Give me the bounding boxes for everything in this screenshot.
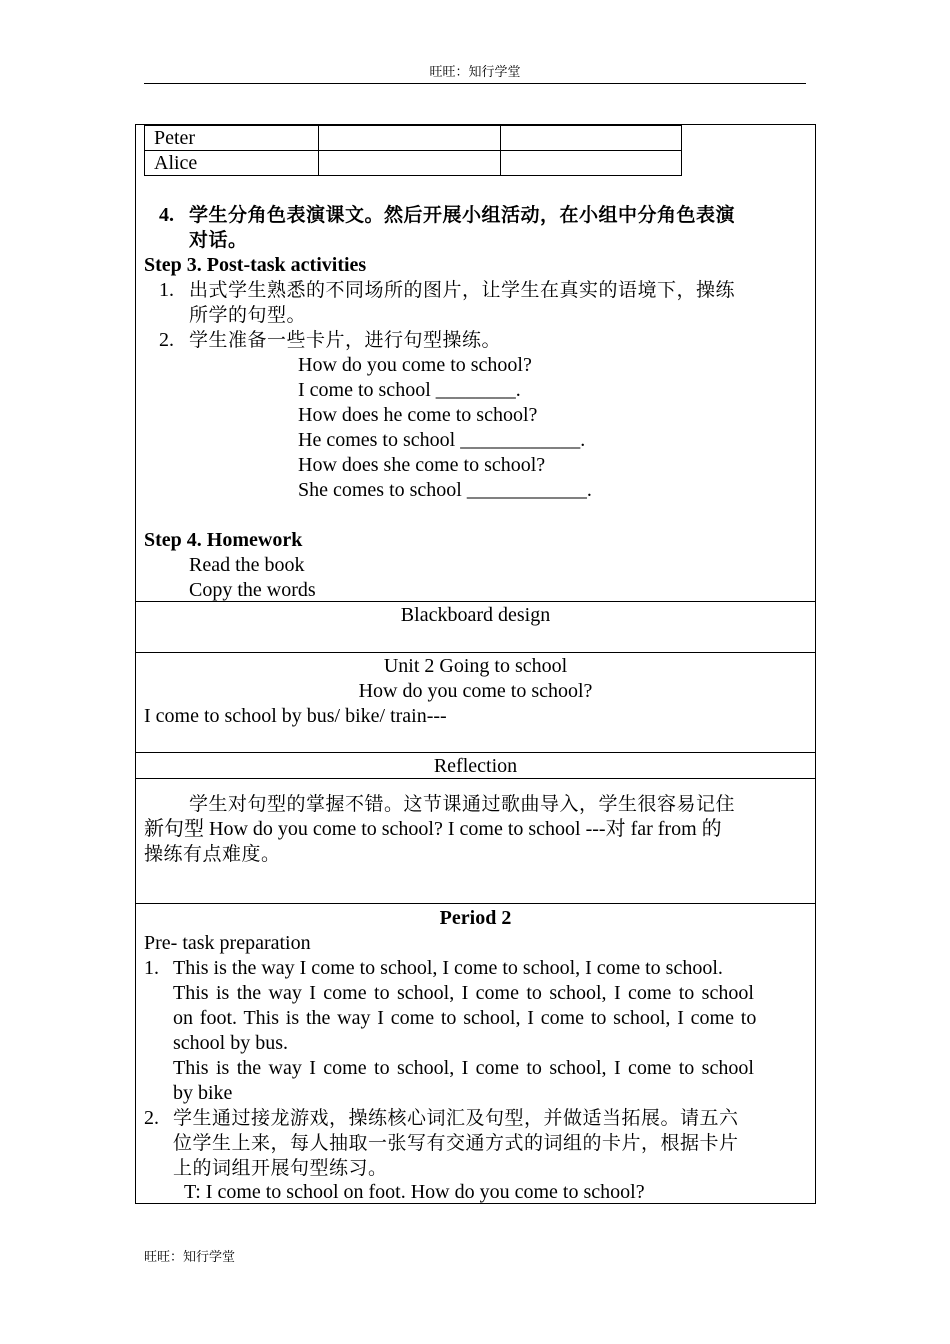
homework-item: Read the book <box>189 554 305 576</box>
table-cell <box>319 126 500 151</box>
step4-title: Step 4. Homework <box>144 529 303 551</box>
list-number: 1. <box>144 957 159 979</box>
drill-line: He comes to school ____________. <box>298 429 586 451</box>
step3-item2-line1: 学生准备一些卡片，进行句型操练。 <box>189 329 502 351</box>
row-divider <box>136 903 815 904</box>
survey-table <box>144 125 682 176</box>
reflection-heading: Reflection <box>433 755 518 777</box>
list-number: 4. <box>159 204 174 226</box>
step2-item4-line2: 对话。 <box>189 229 248 251</box>
blackboard-line2: How do you come to school? <box>358 680 593 702</box>
reflection-line2: 新句型 How do you come to school? I come to school ---对 far from 的 <box>144 818 722 840</box>
period2-item1-line3: on foot. This is the way I come to school, I come to school, I come to <box>173 1007 757 1029</box>
period2-title: Period 2 <box>439 907 512 929</box>
table-row <box>145 151 682 176</box>
row-divider <box>136 652 815 653</box>
homework-item: Copy the words <box>189 579 316 601</box>
row-divider <box>136 752 815 753</box>
lesson-plan-table <box>135 124 816 1204</box>
period2-item2-line2: 位学生上来，每人抽取一张写有交通方式的词组的卡片，根据卡片 <box>173 1132 739 1154</box>
blackboard-heading: Blackboard design <box>400 604 551 626</box>
step3-item1-line2: 所学的句型。 <box>189 304 307 326</box>
period2-item2-line4: T: I come to school on foot. How do you come to school? <box>184 1181 645 1203</box>
page-footer: 旺旺：知行学堂 <box>144 1250 236 1265</box>
period2-item2-line3: 上的词组开展句型练习。 <box>173 1157 388 1179</box>
table-cell <box>500 151 681 176</box>
list-number: 2. <box>144 1107 159 1129</box>
table-cell <box>500 126 681 151</box>
period2-item1-line2: This is the way I come to school, I come to school, I come to school <box>173 982 754 1004</box>
drill-line: I come to school ________. <box>298 379 521 401</box>
drill-line: How does he come to school? <box>298 404 538 426</box>
blackboard-line3: I come to school by bus/ bike/ train--- <box>144 705 447 727</box>
reflection-line1: 学生对句型的掌握不错。这节课通过歌曲导入，学生很容易记住 <box>189 793 736 815</box>
table-cell <box>319 151 500 176</box>
period2-subtitle: Pre- task preparation <box>144 932 311 954</box>
table-row <box>145 126 682 151</box>
step2-item4-line1: 学生分角色表演课文。然后开展小组活动，在小组中分角色表演 <box>189 204 736 226</box>
period2-item2-line1: 学生通过接龙游戏，操练核心词汇及句型，并做适当拓展。请五六 <box>173 1107 739 1129</box>
period2-item1-line5: This is the way I come to school, I come to school, I come to school <box>173 1057 754 1079</box>
table-cell: Alice <box>145 151 319 176</box>
page-header: 旺旺：知行学堂 <box>429 65 521 80</box>
step3-title: Step 3. Post-task activities <box>144 254 367 276</box>
drill-line: She comes to school ____________. <box>298 479 592 501</box>
list-number: 1. <box>159 279 174 301</box>
period2-item1-line4: school by bus. <box>173 1032 288 1054</box>
drill-line: How does she come to school? <box>298 454 546 476</box>
row-divider <box>136 778 815 779</box>
drill-line: How do you come to school? <box>298 354 532 376</box>
period2-item1-line1: This is the way I come to school, I come to school, I come to school. <box>173 957 723 979</box>
blackboard-line1: Unit 2 Going to school <box>383 655 568 677</box>
list-number: 2. <box>159 329 174 351</box>
step3-item1-line1: 出式学生熟悉的不同场所的图片，让学生在真实的语境下，操练 <box>189 279 736 301</box>
row-divider <box>136 601 815 602</box>
header-divider <box>144 83 806 84</box>
period2-item1-line6: by bike <box>173 1082 233 1104</box>
table-cell: Peter <box>145 126 319 151</box>
reflection-line3: 操练有点难度。 <box>144 843 281 865</box>
